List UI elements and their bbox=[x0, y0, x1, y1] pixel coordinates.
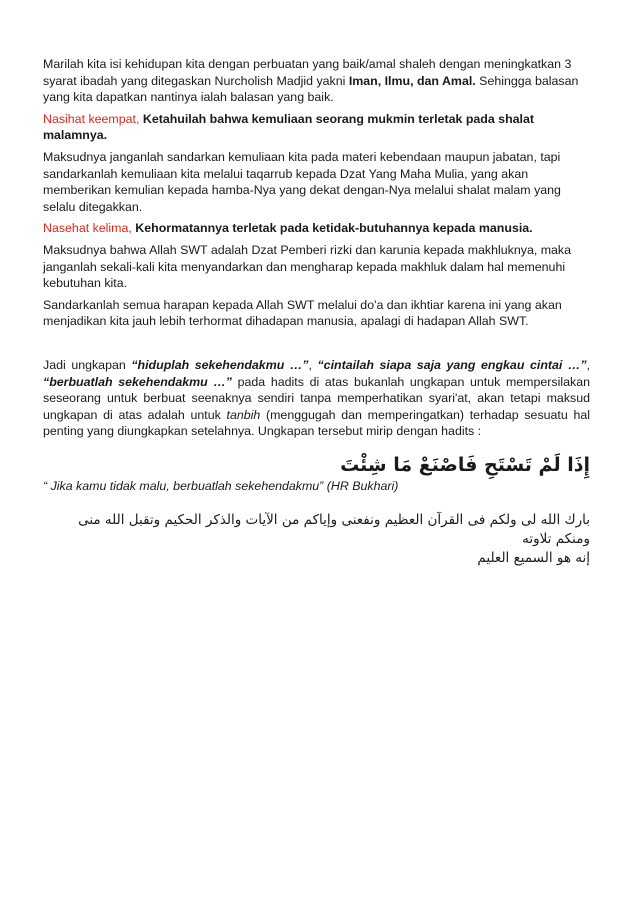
advice-heading: Ketahuilah bahwa kemuliaan seorang mukmin terletak pada shalat malamnya. bbox=[43, 111, 534, 143]
quote-phrase: “cintailah siapa saja yang engkau cintai …” bbox=[317, 357, 587, 372]
advice-label: Nasihat keempat, bbox=[43, 111, 143, 126]
quote-phrase: “berbuatlah sekehendakmu …” bbox=[43, 374, 232, 389]
paragraph-text: Marilah kita isi kehidupan kita dengan perbuatan yang baik/amal shaleh dengan meningkatkan 3 syarat ibadah yang ditegaskan Nurcholish Madjid yakni bbox=[43, 57, 572, 88]
spacer bbox=[43, 335, 590, 357]
hadith-translation: “ Jika kamu tidak malu, berbuatlah sekehendakmu” (HR Bukhari) bbox=[43, 478, 399, 493]
italic-term: tanbih bbox=[226, 407, 261, 422]
conclusion-text: (menggugah dan memperingatkan) terhadap sesuatu hal penting yang diungkapkan setelahnya. Ungkapan tersebut mirip dengan hadits : bbox=[43, 407, 590, 439]
quote-phrase: “hiduplah sekehendakmu …” bbox=[131, 357, 309, 372]
closing-prayer-line-2: إنه هو السميع العليم bbox=[477, 549, 590, 566]
conclusion-text: , bbox=[586, 357, 590, 372]
hadith-arabic: إِذَا لَمْ تَسْتَحِ فَاصْنَعْ مَا شِئْتَ bbox=[340, 453, 590, 476]
closing-prayer-line-1: بارك الله لى ولكم فى القرآن العظيم ونفعنى وإياكم من الآيات والذكر الحكيم وتقبل الله منى ومنكم تلاوته bbox=[78, 511, 590, 547]
paragraph-provider: Maksudnya bahwa Allah SWT adalah Dzat Pemberi rizki dan karunia kepada makhluknya, maka janganlah sekali-kali kita menyandarkan dan mengharap kepada makhluk dalam hal memenuhi kebutuhan kita. bbox=[43, 242, 572, 291]
paragraph-conclusion bbox=[43, 357, 590, 440]
closing-prayer bbox=[43, 511, 590, 568]
advice-fifth bbox=[43, 220, 590, 237]
paragraph-text: Sehingga balasan yang kita dapatkan nantinya ialah balasan yang baik. bbox=[43, 73, 579, 105]
document-page bbox=[43, 56, 590, 568]
advice-heading: Kehormatannya terletak pada ketidak-butuhannya kepada manusia. bbox=[135, 221, 533, 236]
advice-label: Nasehat kelima, bbox=[43, 221, 136, 236]
conclusion-text: Jadi ungkapan bbox=[43, 357, 132, 372]
paragraph-bold-text: Iman, Ilmu, dan Amal. bbox=[348, 73, 476, 88]
advice-fourth bbox=[43, 111, 590, 144]
conclusion-text: , bbox=[308, 357, 318, 372]
paragraph-hope: Sandarkanlah semua harapan kepada Allah SWT melalui do'a dan ikhtiar karena ini yang akan menjadikan kita jauh lebih terhormat dihadapan manusia, apalagi di hadapan Allah SWT. bbox=[43, 297, 562, 329]
paragraph-three-requirements bbox=[43, 56, 590, 106]
paragraph-night-prayer: Maksudnya janganlah sandarkan kemuliaan kita pada materi kebendaan maupun jabatan, tapi sandarkanlah kemuliaan kita melalui taqarrub kepada Dzat Yang Maha Mulia, yang akan memberikan kemulian kepada hamba-Nya yang dekat dengan-Nya melalui shalat malam yang selalu ditegakkan. bbox=[43, 149, 561, 214]
conclusion-text: pada hadits di atas bukanlah ungkapan untuk mempersilakan seseorang untuk berbuat seenaknya sendiri tanpa memperhatikan syari'at, akan tetapi maksud ungkapan di atas adalah untuk bbox=[43, 374, 590, 422]
